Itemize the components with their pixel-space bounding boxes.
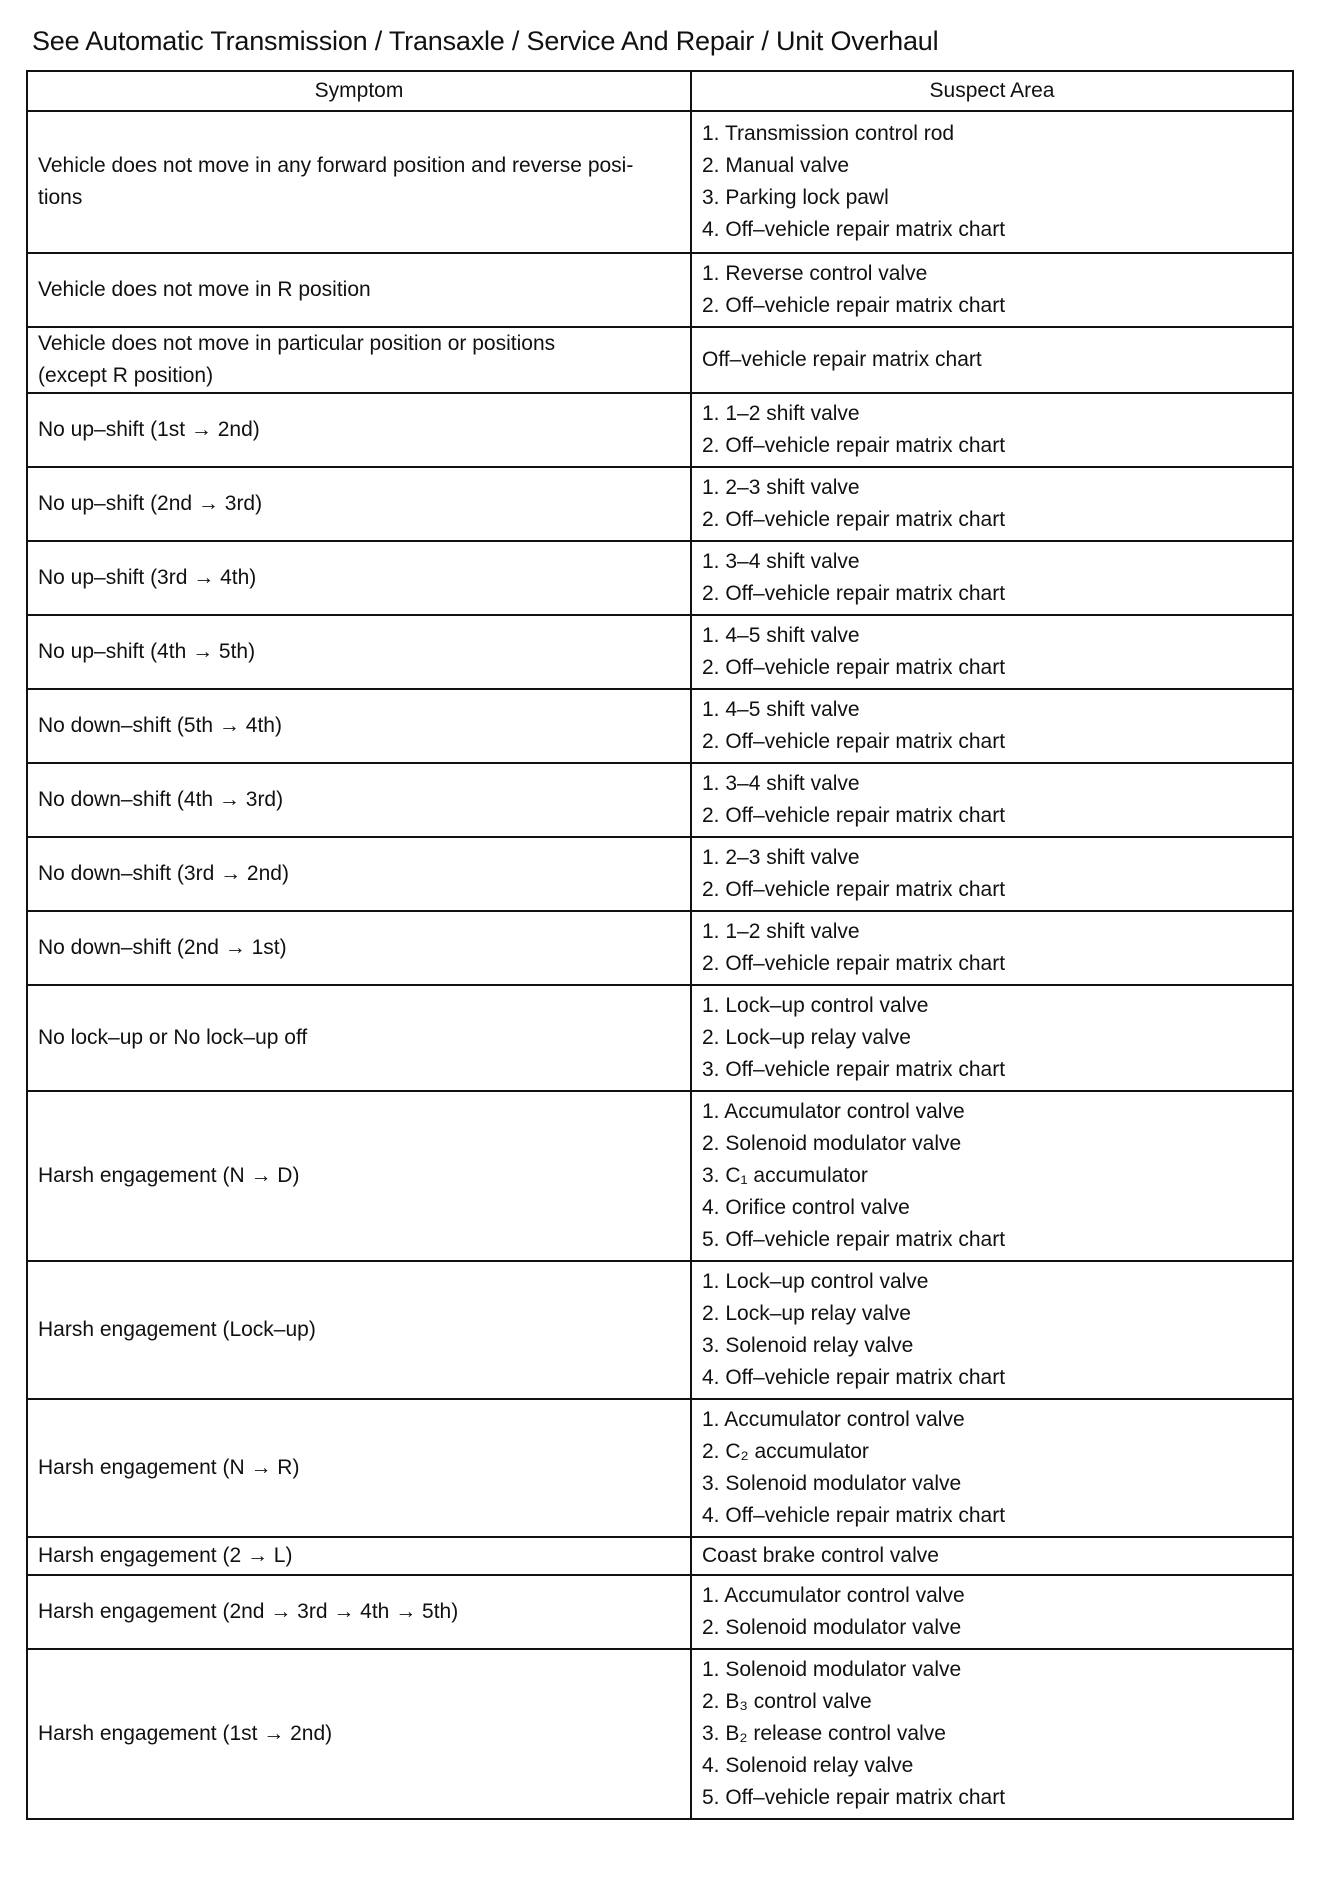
symptom-text: No down–shift (2nd → 1st) xyxy=(38,936,287,959)
suspect-area-cell xyxy=(691,763,1293,837)
suspect-area-item: 3. Solenoid modulator valve xyxy=(702,1472,962,1495)
table-row xyxy=(27,1091,1293,1261)
symptom-cell xyxy=(27,253,691,327)
suspect-area-cell xyxy=(691,1537,1293,1575)
suspect-area-item: 1. Accumulator control valve xyxy=(702,1584,965,1607)
suspect-area-cell xyxy=(691,689,1293,763)
symptom-cell xyxy=(27,985,691,1091)
suspect-area-item: 5. Off–vehicle repair matrix chart xyxy=(702,1786,1006,1809)
suspect-area-cell xyxy=(691,467,1293,541)
suspect-area-item: 2. B₃ control valve xyxy=(702,1690,872,1713)
symptom-text: No down–shift (3rd → 2nd) xyxy=(38,862,289,885)
suspect-area-item: 2. Off–vehicle repair matrix chart xyxy=(702,952,1006,975)
suspect-area-item: 1. Lock–up control valve xyxy=(702,1270,929,1293)
symptom-cell xyxy=(27,1399,691,1537)
suspect-area-cell xyxy=(691,393,1293,467)
symptom-text: Harsh engagement (Lock–up) xyxy=(38,1318,316,1341)
suspect-area-item: 2. Lock–up relay valve xyxy=(702,1026,911,1049)
suspect-area-item: 4. Off–vehicle repair matrix chart xyxy=(702,218,1006,241)
suspect-area-cell xyxy=(691,911,1293,985)
symptom-text: Harsh engagement (1st → 2nd) xyxy=(38,1722,333,1745)
symptom-text: Vehicle does not move in particular position or positions xyxy=(38,332,556,355)
symptom-text: No up–shift (1st → 2nd) xyxy=(38,418,260,441)
table-row xyxy=(27,467,1293,541)
column-header-suspect-area: Suspect Area xyxy=(691,71,1293,111)
table-row xyxy=(27,253,1293,327)
suspect-area-item: 1. Accumulator control valve xyxy=(702,1100,965,1123)
suspect-area-item: 1. Transmission control rod xyxy=(702,122,955,145)
symptom-cell xyxy=(27,911,691,985)
symptom-cell xyxy=(27,615,691,689)
table-row xyxy=(27,327,1293,393)
suspect-area-item: 2. Off–vehicle repair matrix chart xyxy=(702,804,1006,827)
symptom-cell xyxy=(27,1537,691,1575)
suspect-area-item: 2. Off–vehicle repair matrix chart xyxy=(702,582,1006,605)
suspect-area-item: 1. 2–3 shift valve xyxy=(702,846,860,869)
symptom-text: Harsh engagement (2nd → 3rd → 4th → 5th) xyxy=(38,1600,459,1623)
suspect-area-item: 1. Lock–up control valve xyxy=(702,994,929,1017)
symptom-cell xyxy=(27,467,691,541)
suspect-area-item: 1. 3–4 shift valve xyxy=(702,772,860,795)
table-header-row xyxy=(27,71,1293,111)
suspect-area-item: 1. 3–4 shift valve xyxy=(702,550,860,573)
suspect-area-cell xyxy=(691,837,1293,911)
symptom-cell xyxy=(27,1091,691,1261)
table-row xyxy=(27,985,1293,1091)
suspect-area-item: 1. Reverse control valve xyxy=(702,262,928,285)
table-row xyxy=(27,763,1293,837)
symptom-text: No up–shift (2nd → 3rd) xyxy=(38,492,263,515)
suspect-area-item: 2. C₂ accumulator xyxy=(702,1440,869,1463)
table-row xyxy=(27,615,1293,689)
suspect-area-item: 3. Off–vehicle repair matrix chart xyxy=(702,1058,1006,1081)
suspect-area-item: 1. 1–2 shift valve xyxy=(702,920,860,943)
suspect-area-item: 1. Solenoid modulator valve xyxy=(702,1658,962,1681)
suspect-area-item: 4. Solenoid relay valve xyxy=(702,1754,914,1777)
table-row xyxy=(27,911,1293,985)
suspect-area-item: 5. Off–vehicle repair matrix chart xyxy=(702,1228,1006,1251)
symptom-text: No up–shift (3rd → 4th) xyxy=(38,566,257,589)
table-row xyxy=(27,689,1293,763)
symptom-text: Vehicle does not move in any forward position and reverse posi- xyxy=(38,154,634,177)
suspect-area-item: 2. Off–vehicle repair matrix chart xyxy=(702,434,1006,457)
symptom-text: No down–shift (4th → 3rd) xyxy=(38,788,284,811)
suspect-area-cell xyxy=(691,615,1293,689)
table-body xyxy=(27,111,1293,1819)
suspect-area-item: 1. Accumulator control valve xyxy=(702,1408,965,1431)
symptom-text: Harsh engagement (2 → L) xyxy=(38,1544,293,1567)
suspect-area-item: 1. 1–2 shift valve xyxy=(702,402,860,425)
symptom-text: No lock–up or No lock–up off xyxy=(38,1026,308,1049)
suspect-area-item: 2. Off–vehicle repair matrix chart xyxy=(702,294,1006,317)
table-row xyxy=(27,1537,1293,1575)
table-row xyxy=(27,1261,1293,1399)
symptom-text: Harsh engagement (N → D) xyxy=(38,1164,300,1187)
table-row xyxy=(27,837,1293,911)
suspect-area-cell xyxy=(691,327,1293,393)
table-row xyxy=(27,541,1293,615)
table-row xyxy=(27,1649,1293,1819)
suspect-area-item: 2. Lock–up relay valve xyxy=(702,1302,911,1325)
suspect-area-item: 3. Parking lock pawl xyxy=(702,186,889,209)
suspect-area-item: 1. 4–5 shift valve xyxy=(702,698,860,721)
suspect-area-item: 4. Off–vehicle repair matrix chart xyxy=(702,1366,1006,1389)
suspect-area-item: 2. Off–vehicle repair matrix chart xyxy=(702,878,1006,901)
suspect-area-item: 3. C₁ accumulator xyxy=(702,1164,868,1187)
suspect-area-cell xyxy=(691,253,1293,327)
symptom-cell xyxy=(27,393,691,467)
suspect-area-item: 2. Off–vehicle repair matrix chart xyxy=(702,508,1006,531)
symptom-text: No down–shift (5th → 4th) xyxy=(38,714,282,737)
symptom-cell xyxy=(27,1261,691,1399)
symptom-text: Vehicle does not move in R position xyxy=(38,278,371,301)
symptom-cell xyxy=(27,1649,691,1819)
suspect-area-cell xyxy=(691,541,1293,615)
suspect-area-item: 3. B₂ release control valve xyxy=(702,1722,946,1745)
table-row xyxy=(27,393,1293,467)
suspect-area-cell xyxy=(691,1091,1293,1261)
suspect-area-item: 4. Orifice control valve xyxy=(702,1196,910,1219)
table-row xyxy=(27,1575,1293,1649)
suspect-area-cell xyxy=(691,1649,1293,1819)
table-row xyxy=(27,111,1293,253)
suspect-area-item: 1. 2–3 shift valve xyxy=(702,476,860,499)
symptom-cell xyxy=(27,689,691,763)
suspect-area-item: 2. Solenoid modulator valve xyxy=(702,1132,962,1155)
symptom-text: (except R position) xyxy=(38,364,214,387)
troubleshooting-table xyxy=(26,70,1294,1820)
symptom-text: No up–shift (4th → 5th) xyxy=(38,640,256,663)
suspect-area-item: Off–vehicle repair matrix chart xyxy=(702,348,982,371)
suspect-area-item: 2. Manual valve xyxy=(702,154,850,177)
symptom-text: Harsh engagement (N → R) xyxy=(38,1456,300,1479)
symptom-cell xyxy=(27,763,691,837)
symptom-text: tions xyxy=(38,186,83,209)
suspect-area-item: Coast brake control valve xyxy=(702,1544,939,1567)
symptom-cell xyxy=(27,327,691,393)
symptom-cell xyxy=(27,1575,691,1649)
symptom-cell xyxy=(27,837,691,911)
suspect-area-cell xyxy=(691,985,1293,1091)
suspect-area-item: 3. Solenoid relay valve xyxy=(702,1334,914,1357)
suspect-area-item: 2. Solenoid modulator valve xyxy=(702,1616,962,1639)
suspect-area-item: 2. Off–vehicle repair matrix chart xyxy=(702,730,1006,753)
suspect-area-cell xyxy=(691,1399,1293,1537)
suspect-area-item: 1. 4–5 shift valve xyxy=(702,624,860,647)
suspect-area-cell xyxy=(691,1575,1293,1649)
table-row xyxy=(27,1399,1293,1537)
page-header: See Automatic Transmission / Transaxle / Service And Repair / Unit Overhaul xyxy=(32,26,939,56)
suspect-area-cell xyxy=(691,111,1293,253)
symptom-cell xyxy=(27,111,691,253)
symptom-cell xyxy=(27,541,691,615)
suspect-area-item: 2. Off–vehicle repair matrix chart xyxy=(702,656,1006,679)
suspect-area-item: 4. Off–vehicle repair matrix chart xyxy=(702,1504,1006,1527)
column-header-symptom: Symptom xyxy=(27,71,691,111)
suspect-area-cell xyxy=(691,1261,1293,1399)
